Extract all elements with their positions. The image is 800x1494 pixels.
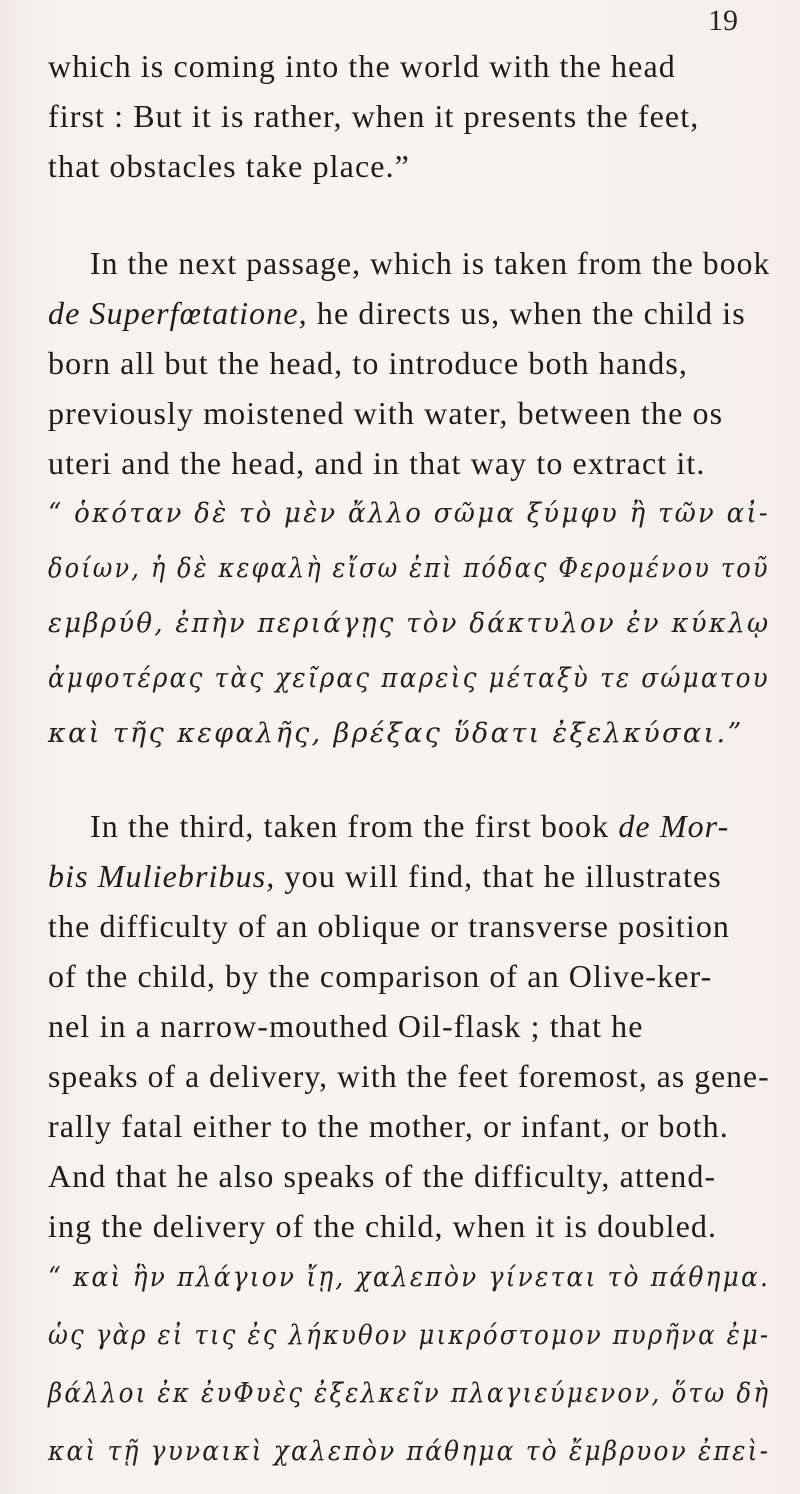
greek-quote-line: καὶ τῆς κεφαλῆς, βρέξας ὕδατι ἐξελκύσαι.” — [48, 718, 744, 749]
text-line: ing the delivery of the child, when it is doubled. — [48, 1208, 718, 1244]
text-line: first : But it is rather, when it presents the feet, — [48, 98, 700, 134]
greek-quote-line: καὶ τῇ γυναικὶ χαλεπὸν πάθημα τὸ ἔμβρυον ἐπεὶ- — [48, 1436, 771, 1467]
book-title: de Superfœtatione, — [48, 295, 308, 331]
text-line: previously moistened with water, between the os — [48, 395, 724, 431]
text-line: rally fatal either to the mother, or infant, or both. — [48, 1108, 729, 1144]
text-line — [90, 808, 729, 845]
text-line: of the child, by the comparison of an Olive-ker- — [48, 958, 713, 994]
book-title: de Mor- — [618, 808, 730, 844]
text-line: that obstacles take place.” — [48, 148, 410, 184]
greek-quote-line: εμβρύθ, ἐπὴν περιάγῃς τὸν δάκτυλον ἐν κύκλῳ — [48, 608, 771, 639]
text-line: nel in a narrow-mouthed Oil-flask ; that he — [48, 1008, 644, 1044]
text-line — [48, 295, 746, 332]
text-line: born all but the head, to introduce both hands, — [48, 345, 689, 381]
text-line: And that he also speaks of the difficulty, attend- — [48, 1158, 717, 1194]
text-span: you will find, that he illustrates — [275, 858, 722, 894]
greek-quote-line: “ καὶ ἣν πλάγιον ἴῃ, χαλεπὸν γίνεται τὸ πάθημα. — [48, 1262, 771, 1293]
text-line: which is coming into the world with the head — [48, 48, 676, 84]
text-line: the difficulty of an oblique or transverse position — [48, 908, 731, 944]
greek-quote-line: ἀμφοτέρας τὰς χεῖρας παρεὶς μέταξὺ τε σώματου — [48, 663, 770, 694]
greek-quote-line: δοίων, ἡ δὲ κεφαλὴ εἴσω ἐπὶ πόδας Φερομένου τοῦ — [48, 553, 770, 584]
text-line: uteri and the head, and in that way to extract it. — [48, 445, 706, 481]
text-line — [48, 858, 722, 895]
greek-quote-line: βάλλοι ἐκ ἐυΦυὲς ἐξελκεῖν πλαγιεύμενον, ὅτω δὴ — [48, 1378, 771, 1409]
greek-quote-line: ὡς γὰρ εἰ τις ἐς λήκυθον μικρόστομον πυρῆνα ἐμ- — [48, 1320, 771, 1351]
text-line: In the next passage, which is taken from the book — [90, 245, 771, 281]
text-span: In the third, taken from the first book — [90, 808, 619, 844]
page-number: 19 — [708, 4, 738, 37]
book-title: bis Muliebribus, — [48, 858, 276, 894]
text-span: he directs us, when the child is — [307, 295, 746, 331]
text-line: speaks of a delivery, with the feet foremost, as gene- — [48, 1058, 770, 1094]
greek-quote-line: “ ὁκόταν δὲ τὸ μὲν ἄλλο σῶμα ξύμφυ ἢ τῶν αἰ- — [48, 498, 770, 529]
